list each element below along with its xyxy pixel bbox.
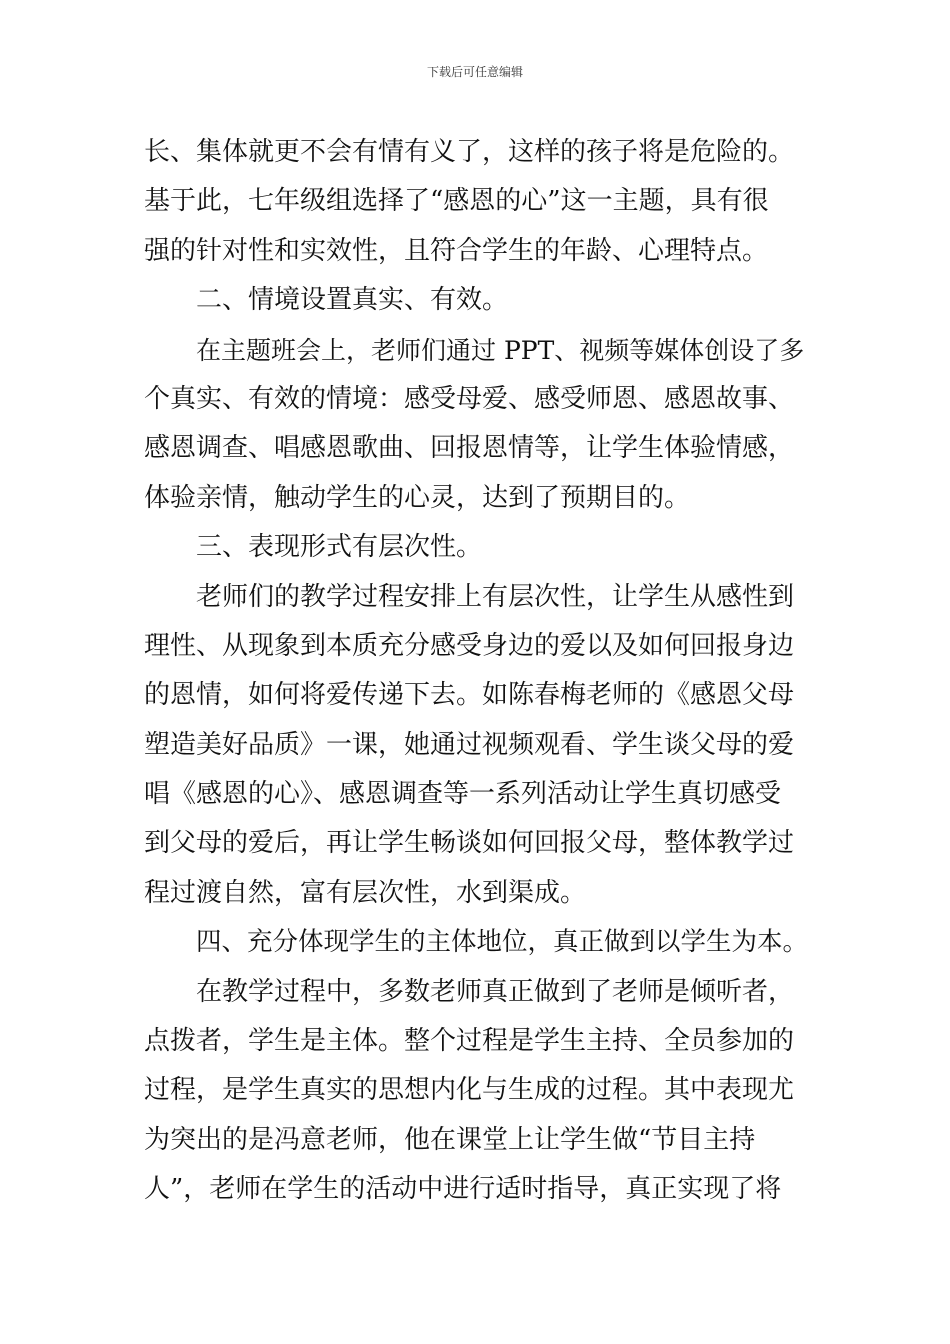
text-line: 基于此，七年级组选择了“感恩的心”这一主题，具有很 [144, 186, 769, 217]
text-line: 三、表现形式有层次性。 [196, 532, 483, 563]
text-line: 的恩情，如何将爱传递下去。如陈春梅老师的《感恩父母 [144, 680, 795, 711]
text-line: 长、集体就更不会有情有义了，这样的孩子将是危险的。 [144, 137, 795, 167]
text-line: 过程，是学生真实的思想内化与生成的过程。其中表现尤 [144, 1075, 795, 1106]
text-line: 为突出的是冯意老师，他在课堂上让学生做“节目主持 [144, 1124, 756, 1155]
text-line: 人”，老师在学生的活动中进行适时指导，真正实现了将 [144, 1174, 782, 1205]
page-header: 下载后可任意编辑 [426, 65, 523, 79]
text-line: 唱《感恩的心》、感恩调查等一系列活动让学生真切感受 [144, 779, 782, 810]
text-line: 老师们的教学过程安排上有层次性，让学生从感性到 [196, 581, 795, 612]
text-line: 塑造美好品质》一课，她通过视频观看、学生谈父母的爱 [144, 729, 795, 760]
text-line: 体验亲情，触动学生的心灵，达到了预期目的。 [144, 482, 691, 513]
text-line: 强的针对性和实效性，且符合学生的年龄、心理特点。 [144, 235, 769, 266]
text-line: 个真实、有效的情境：感受母爱、感受师恩、感恩故事、 [144, 383, 795, 414]
text-line: 理性、从现象到本质充分感受身边的爱以及如何回报身边 [144, 630, 795, 661]
text-line: 在教学过程中，多数老师真正做到了老师是倾听者， [196, 976, 795, 1007]
text-line: 点拨者，学生是主体。整个过程是学生主持、全员参加的 [144, 1026, 795, 1057]
text-line: 到父母的爱后，再让学生畅谈如何回报父母，整体教学过 [144, 828, 795, 859]
text-line: 二、情境设置真实、有效。 [196, 285, 509, 316]
text-line: 感恩调查、唱感恩歌曲、回报恩情等，让学生体验情感， [144, 433, 795, 464]
text-line: 程过渡自然，富有层次性，水到渠成。 [144, 877, 587, 908]
body-text [144, 128, 808, 1215]
text-line: 在主题班会上，老师们通过 PPT、视频等媒体创设了多 [196, 335, 805, 365]
text-line: 四、充分体现学生的主体地位，真正做到以学生为本。 [196, 927, 808, 958]
